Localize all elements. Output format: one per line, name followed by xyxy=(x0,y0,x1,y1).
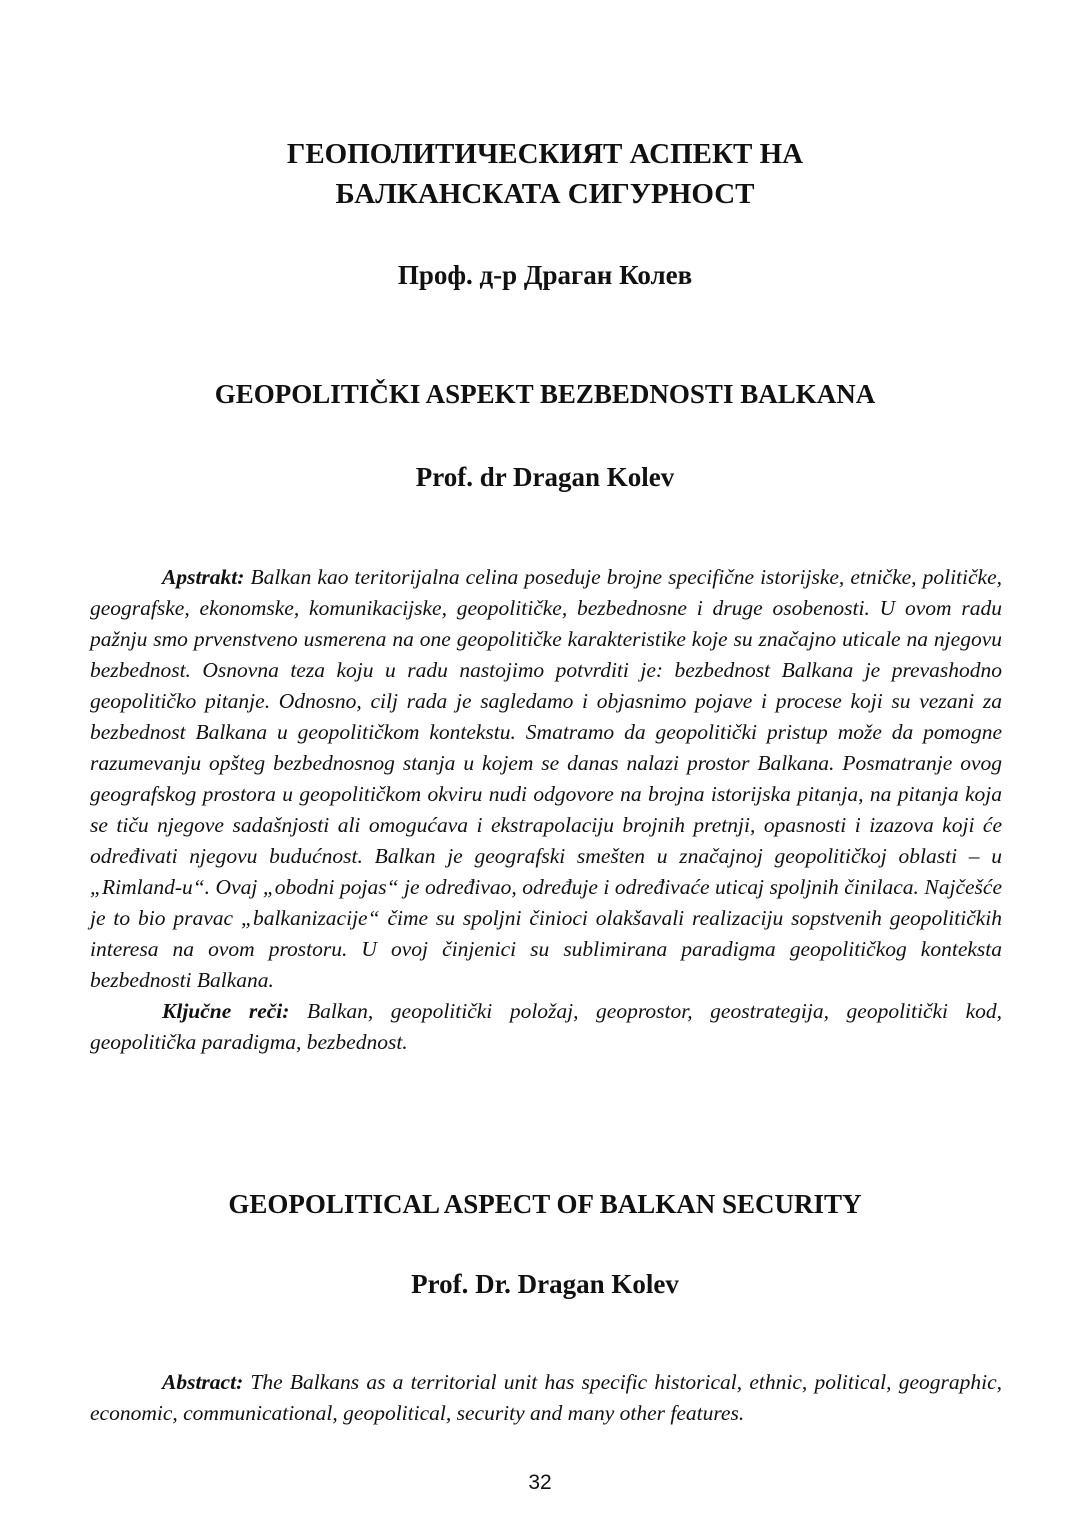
serbian-abstract-label: Apstrakt: xyxy=(162,565,245,589)
serbian-title: GEOPOLITIČKI ASPEKT BEZBEDNOSTI BALKANA xyxy=(214,379,876,409)
serbian-author: Prof. dr Dragan Kolev xyxy=(415,462,675,492)
english-title: GEOPOLITICAL ASPECT OF BALKAN SECURITY xyxy=(228,1189,862,1219)
serbian-keywords-paragraph xyxy=(90,996,1002,1058)
serbian-abstract-text: Balkan kao teritorijalna celina poseduje brojne specifične istorijske, etničke, političke, geografske, ekonomske, komunikacijske, geopolitičke, bezbednosne i druge osobenosti. U ovom radu pažnju smo prvenstveno usmerena na one geopolitičke karakteristike koje su značajno uticale na njegovu bezbednost. Osnovna teza koju u radu nastojimo potvrditi je: bezbednost Balkana je prevashodno geopolitičko pitanje. Odnosno, cilj rada je sagledamo i objasnimo pojave i procese koji su vezani za bezbednost Balkana u geopolitičkom kontekstu. Smatramo da geopolitički pristup može da pomogne razumevanju opšteg bezbednosnog stanja u kojem se danas nalazi prostor Balkana. Posmatranje ovog geografskog prostora u geopolitičkom okviru nudi odgovore na brojna istorijska pitanja, na pitanja koja se tiču njegove sadašnjosti ali omogućava i ekstrapolaciju brojnih pretnji, opasnosti i izazova koji će određivati njegovu budućnost. Balkan je geografski smešten u značajnoj geopolitičkoj oblasti – u „Rimland-u“. Ovaj „obodni pojas“ je određivao, određuje i određivaće uticaj spoljnih činilaca. Najčešće je to bio pravac „balkanizacije“ čime su spoljni činioci olakšavali realizaciju sopstvenih geopolitičkih interesa na ovom prostoru. U ovoj činjenici su sublimirana paradigma geopolitičkog konteksta bezbednosti Balkana. xyxy=(90,565,1002,992)
serbian-abstract-paragraph xyxy=(90,562,1002,996)
bulgarian-title xyxy=(90,134,1000,214)
page-number: 32 xyxy=(528,1471,552,1494)
english-author: Prof. Dr. Dragan Kolev xyxy=(411,1269,679,1299)
serbian-abstract xyxy=(90,562,1002,1058)
serbian-keywords-text: Balkan, geopolitički položaj, geoprostor, geostrategija, geopolitički kod, geopolitička paradigma, bezbednost. xyxy=(90,999,1002,1054)
english-abstract-paragraph xyxy=(90,1367,1002,1429)
bulgarian-author: Проф. д-р Драган Колев xyxy=(397,260,693,290)
serbian-keywords-label: Ključne reči: xyxy=(162,999,290,1023)
english-abstract xyxy=(90,1367,1002,1429)
bulgarian-title-line-2: БАЛКАНСКАТА СИГУРНОСТ xyxy=(335,178,755,210)
english-abstract-text: The Balkans as a territorial unit has specific historical, ethnic, political, geographic, economic, communicational, geopolitical, security and many other features. xyxy=(90,1370,1002,1425)
bulgarian-title-line-1: ГЕОПОЛИТИЧЕСКИЯТ АСПЕКТ НА xyxy=(286,138,804,170)
english-abstract-label: Abstract: xyxy=(162,1370,244,1394)
